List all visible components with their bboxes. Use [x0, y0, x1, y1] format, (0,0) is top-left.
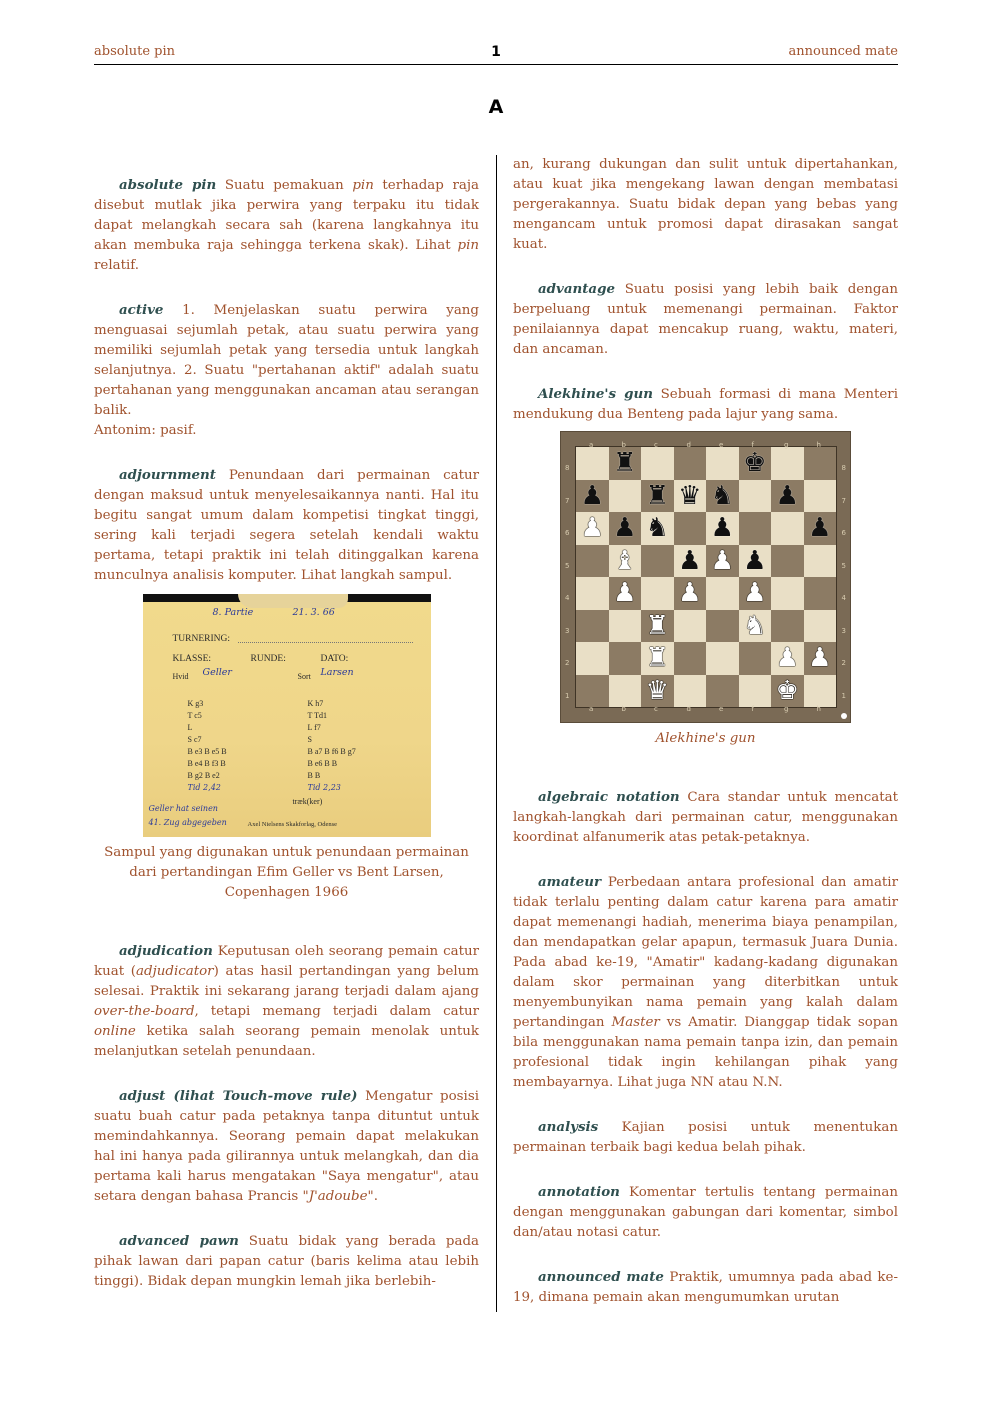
file-label: c: [654, 705, 658, 713]
black-rook-icon: ♜: [645, 480, 669, 511]
entry-amateur: [513, 872, 898, 1093]
square-g7: [771, 480, 804, 513]
square-e3: [706, 610, 739, 643]
entry-advanced-pawn: [94, 1231, 479, 1292]
definition-text: Keputusan oleh seorang pemain catur kuat (: [94, 944, 479, 979]
black-pawn-icon: ♟: [808, 513, 832, 544]
rank-label: 6: [841, 529, 846, 537]
envelope-flap: [238, 594, 348, 608]
file-label: g: [784, 441, 789, 449]
envelope-caption: Sampul yang digunakan untuk penundaan permainan dari pertandingan Efim Geller vs Bent Larsen, Copenhagen 1966: [104, 845, 469, 900]
envelope-dato: DATO:: [320, 654, 349, 664]
square-c6: [641, 512, 674, 545]
section-letter: A: [488, 96, 504, 118]
white-rook-icon: ♜: [645, 643, 669, 674]
italic-term: adjudicator: [136, 964, 214, 979]
file-label: e: [719, 705, 724, 713]
square-a6: [576, 512, 609, 545]
square-e2: [706, 642, 739, 675]
file-label: f: [751, 441, 754, 449]
square-b5: [609, 545, 642, 578]
envelope-black-piece: B a7 B f6 B g7: [307, 747, 356, 756]
entry-advanced-pawn-continued: an, kurang dukungan dan sulit untuk dipertahankan, atau kuat jika mengekang lawan dengan membatasi pergerakannya. Suatu bidak depan yang bebas yang mengancam untuk promosi dapat dirasakan sangat kuat.: [513, 157, 898, 252]
envelope-note: Geller hat seinen: [148, 804, 218, 813]
black-rook-icon: ♜: [613, 448, 637, 479]
black-pawn-icon: ♟: [710, 513, 734, 544]
italic-term: online: [94, 1024, 136, 1039]
file-label: h: [816, 705, 821, 713]
square-f1: [739, 675, 772, 708]
white-pawn-icon: ♟: [580, 513, 604, 544]
rank-label: 8: [565, 464, 570, 472]
envelope-dotted-line: [238, 642, 413, 643]
rank-label: 2: [565, 659, 570, 667]
definition-text: ".: [367, 1189, 378, 1204]
entry-analysis: [513, 1117, 898, 1158]
square-b6: [609, 512, 642, 545]
headword: announced mate: [538, 1269, 664, 1285]
entry-annotation: [513, 1182, 898, 1243]
header-left-term: absolute pin: [94, 44, 176, 59]
entry-alekhines-gun: [513, 384, 898, 425]
envelope-printer: Axel Nielsens Skakforlag, Odense: [247, 821, 338, 828]
entry-adjournment: [94, 465, 479, 586]
black-knight-icon: ♞: [710, 480, 734, 511]
headword: advantage: [538, 281, 615, 297]
file-label: b: [621, 705, 626, 713]
definition-text: Perbedaan antara profesional dan amatir tidak terlalu penting dalam catur karena para amatir dapat memenangi hadiah, menerima biaya penampilan, dan mendapatkan gelar apapun, termasuk Juara Dunia. Pada abad ke-19, "Amatir" kadang-kadang digunakan dalam skor permainan yang diterbitkan untuk menyembunyikan nama pemain yang kalah dalam pertandingan: [513, 875, 898, 1030]
square-f4: [739, 577, 772, 610]
envelope-runde: RUNDE:: [250, 654, 286, 664]
entry-algebraic-notation: [513, 787, 898, 848]
rank-label: 3: [841, 626, 846, 635]
file-label: c: [654, 441, 658, 449]
square-g3: [771, 610, 804, 643]
headword: absolute pin: [119, 177, 217, 193]
headword: adjudication: [119, 943, 213, 959]
black-knight-icon: ♞: [645, 513, 669, 544]
italic-term: over-the-board: [94, 1004, 195, 1019]
envelope-date: 21. 3. 66: [292, 607, 335, 618]
envelope-black-piece: T Td1: [307, 711, 327, 720]
entry-adjust: [94, 1086, 479, 1207]
square-c2: [641, 642, 674, 675]
file-label: h: [816, 441, 821, 449]
headword: active: [119, 302, 164, 318]
file-label: d: [686, 441, 691, 449]
headword: analysis: [538, 1119, 599, 1135]
square-a3: [576, 610, 609, 643]
square-h6: [804, 512, 837, 545]
definition-text: relatif.: [94, 258, 139, 273]
envelope-figure: [94, 594, 479, 903]
envelope-black-piece: B B: [307, 771, 321, 780]
definition-text: , tetapi memang terjadi dalam catur: [194, 1004, 479, 1019]
envelope-white-piece: B g2 B e2: [187, 771, 220, 780]
square-h4: [804, 577, 837, 610]
file-label: a: [589, 441, 594, 449]
rank-label: 1: [841, 691, 846, 700]
definition-text: Suatu bidak yang berada pada pihak lawan dari papan catur (baris kelima atau lebih tinggi). Bidak depan mungkin lemah jika berlebih-: [94, 1234, 480, 1289]
black-pawn-icon: ♟: [775, 480, 799, 511]
square-b3: [609, 610, 642, 643]
black-pawn-icon: ♟: [678, 545, 702, 576]
envelope-hvid-label: Hvid: [172, 672, 189, 681]
definition-text: Sebuah formasi di mana Menteri mendukung dua Benteng pada lajur yang sama.: [513, 387, 898, 422]
white-pawn-icon: ♟: [710, 545, 734, 576]
square-c4: [641, 577, 674, 610]
rank-label: 5: [565, 561, 570, 570]
square-e6: [706, 512, 739, 545]
running-header: [94, 44, 898, 65]
square-b4: [609, 577, 642, 610]
square-h2: [804, 642, 837, 675]
white-queen-icon: ♛: [645, 675, 669, 706]
rank-label: 4: [565, 594, 570, 602]
envelope-white-piece: B e4 B f3 B: [187, 759, 226, 768]
white-rook-icon: ♜: [645, 610, 669, 641]
envelope-hvid-name: Geller: [202, 667, 232, 678]
white-pawn-icon: ♟: [678, 578, 702, 609]
definition-text: Komentar tertulis tentang permainan dengan menggunakan gabungan dari komentar, simbol dan/atau notasi catur.: [513, 1185, 898, 1240]
headword: annotation: [538, 1184, 620, 1200]
italic-term: J'adoube: [308, 1189, 368, 1204]
italic-term: Master: [611, 1015, 660, 1030]
envelope-white-piece: B e3 B e5 B: [187, 747, 227, 756]
file-label: g: [784, 705, 789, 713]
square-g2: [771, 642, 804, 675]
headword: algebraic notation: [538, 789, 680, 805]
chess-board: [575, 446, 837, 708]
envelope-trakker: træk(ker): [292, 797, 323, 806]
right-column: [513, 155, 898, 1332]
white-pawn-icon: ♟: [775, 643, 799, 674]
envelope-black-piece: S: [307, 735, 312, 744]
file-label: e: [719, 441, 724, 449]
antonym-text: Antonim: pasif.: [94, 423, 197, 438]
square-a7: [576, 480, 609, 513]
square-d5: [674, 545, 707, 578]
definition-text: Praktik, umumnya pada abad ke-19, dimana pemain akan mengumumkan urutan: [513, 1270, 898, 1305]
page-number: 1: [491, 44, 501, 60]
square-h3: [804, 610, 837, 643]
square-h7: [804, 480, 837, 513]
definition-text: ketika salah seorang pemain menolak untuk melanjutkan setelah penundaan.: [94, 1024, 479, 1059]
white-pawn-icon: ♟: [808, 643, 832, 674]
square-g5: [771, 545, 804, 578]
rank-label: 5: [841, 561, 846, 570]
envelope-white-piece: K g3: [187, 699, 204, 708]
italic-term: pin: [457, 238, 479, 253]
rank-label: 4: [841, 594, 846, 602]
rank-label: 3: [565, 626, 570, 635]
square-a4: [576, 577, 609, 610]
italic-term: pin: [352, 178, 374, 193]
rank-label: 6: [565, 529, 570, 537]
square-a5: [576, 545, 609, 578]
square-b2: [609, 642, 642, 675]
envelope-black-piece: K h7: [307, 699, 324, 708]
square-a2: [576, 642, 609, 675]
square-f2: [739, 642, 772, 675]
envelope-title: 8. Partie: [212, 607, 254, 618]
square-c3: [641, 610, 674, 643]
headword: adjournment: [119, 467, 216, 483]
headword: advanced pawn: [119, 1233, 239, 1249]
white-king-icon: ♚: [775, 675, 799, 706]
envelope-white-piece: S c7: [187, 735, 202, 744]
square-d6: [674, 512, 707, 545]
definition-text: ) atas hasil pertandingan yang belum selesai. Praktik ini sekarang jarang terjadi dalam ajang: [94, 964, 479, 999]
rank-label: 1: [565, 691, 570, 700]
black-pawn-icon: ♟: [613, 513, 637, 544]
envelope-note: 41. Zug abgegeben: [148, 818, 227, 827]
file-label: a: [589, 705, 594, 713]
entry-adjudication: [94, 941, 479, 1062]
square-f5: [739, 545, 772, 578]
definition-text: Suatu posisi yang lebih baik dengan berpeluang untuk memenangi permainan. Faktor penilaiannya dapat mencakup ruang, waktu, materi, dan ancaman.: [513, 282, 898, 357]
black-pawn-icon: ♟: [580, 480, 604, 511]
white-bishop-icon: ♝: [613, 545, 637, 576]
black-king-icon: ♚: [743, 448, 767, 479]
left-column: [94, 175, 479, 1316]
rank-label: 2: [841, 659, 846, 667]
white-knight-icon: ♞: [743, 610, 767, 641]
rank-label: 7: [565, 496, 570, 505]
entry-advantage: [513, 279, 898, 360]
envelope-sort-name: Larsen: [320, 667, 354, 678]
envelope-black-piece: L f7: [307, 723, 321, 732]
envelope-white-piece: T c5: [187, 711, 202, 720]
envelope-white-time: Tid 2,42: [187, 783, 221, 792]
envelope-black-time: Tid 2,23: [307, 783, 341, 792]
definition-text: Penundaan dari permainan catur dengan maksud untuk menyelesaikannya nanti. Hal itu begitu sangat umum dalam kompetisi tingkat tinggi, sering kali terjadi segera setelah kendali waktu pertama, tetapi praktik ini telah ditinggalkan karena munculnya analisis komputer. Lihat langkah sampul.: [94, 468, 479, 583]
column-divider: [496, 155, 497, 1312]
square-d4: [674, 577, 707, 610]
rank-label: 8: [841, 464, 846, 472]
envelope-sort-label: Sort: [297, 672, 311, 681]
envelope-white-piece: L: [187, 723, 193, 732]
square-e5: [706, 545, 739, 578]
square-e7: [706, 480, 739, 513]
white-pawn-icon: ♟: [613, 578, 637, 609]
square-b7: [609, 480, 642, 513]
chess-board-diagram: [560, 431, 851, 723]
square-d3: [674, 610, 707, 643]
headword: amateur: [538, 874, 602, 890]
envelope-turnering: TURNERING:: [172, 634, 231, 644]
definition-text: Mengatur posisi suatu buah catur pada petaknya tanpa dituntut untuk memindahkannya. Seorang pemain dapat melakukan hal ini hanya pada gilirannya untuk melangkah, dan dia pertama kali harus mengatakan "Saya mengatur", atau setara dengan bahasa Prancis ": [94, 1089, 479, 1204]
envelope-klasse: KLASSE:: [172, 654, 212, 664]
file-label: b: [621, 441, 626, 449]
black-pawn-icon: ♟: [743, 545, 767, 576]
square-f3: [739, 610, 772, 643]
square-c5: [641, 545, 674, 578]
definition-text: 1. Menjelaskan suatu perwira yang menguasai sejumlah petak, atau suatu perwira yang memiliki sejumlah petak yang tersedia untuk langkah selanjutnya. 2. Suatu "pertahanan aktif" adalah suatu pertahanan yang menggunakan ancaman atau serangan balik.: [94, 303, 479, 418]
side-to-move-indicator: [841, 713, 847, 719]
header-right-term: announced mate: [788, 44, 898, 59]
definition-text: terhadap raja disebut mutlak jika perwira yang terpaku itu tidak dapat melangkah secara sah (karena langkahnya itu akan membuka raja sehingga terkena skak). Lihat: [94, 178, 479, 253]
adjournment-envelope-image: [143, 594, 431, 837]
square-f8: [739, 447, 772, 480]
file-label: d: [686, 705, 691, 713]
envelope-black-piece: B e6 B B: [307, 759, 338, 768]
square-c7: [641, 480, 674, 513]
definition-text: vs Amatir. Dianggap tidak sopan bila menggunakan nama pemain tanpa izin, dan pemain profesional tidak ingin kehilangan pihak yang membayarnya. Lihat juga NN atau N.N.: [513, 1015, 898, 1090]
definition-text: Suatu pemakuan: [216, 178, 353, 193]
black-queen-icon: ♛: [678, 480, 702, 511]
headword: adjust (lihat Touch-move rule): [119, 1088, 358, 1104]
entry-active: [94, 300, 479, 441]
white-pawn-icon: ♟: [743, 578, 767, 609]
headword: Alekhine's gun: [538, 386, 653, 402]
square-h5: [804, 545, 837, 578]
square-f6: [739, 512, 772, 545]
entry-absolute-pin: [94, 175, 479, 276]
rank-label: 7: [841, 496, 846, 505]
square-d7: [674, 480, 707, 513]
square-d2: [674, 642, 707, 675]
definition-text: Kajian posisi untuk menentukan permainan terbaik bagi kedua belah pihak.: [513, 1120, 898, 1155]
definition-text: Cara standar untuk mencatat langkah-langkah dari permainan catur, menggunakan koordinat alfanumerik atas petak-petaknya.: [513, 790, 898, 845]
square-g4: [771, 577, 804, 610]
entry-announced-mate: [513, 1267, 898, 1308]
square-f7: [739, 480, 772, 513]
file-label: f: [751, 705, 754, 713]
square-e4: [706, 577, 739, 610]
square-g6: [771, 512, 804, 545]
chess-board-caption: Alekhine's gun: [655, 731, 756, 746]
